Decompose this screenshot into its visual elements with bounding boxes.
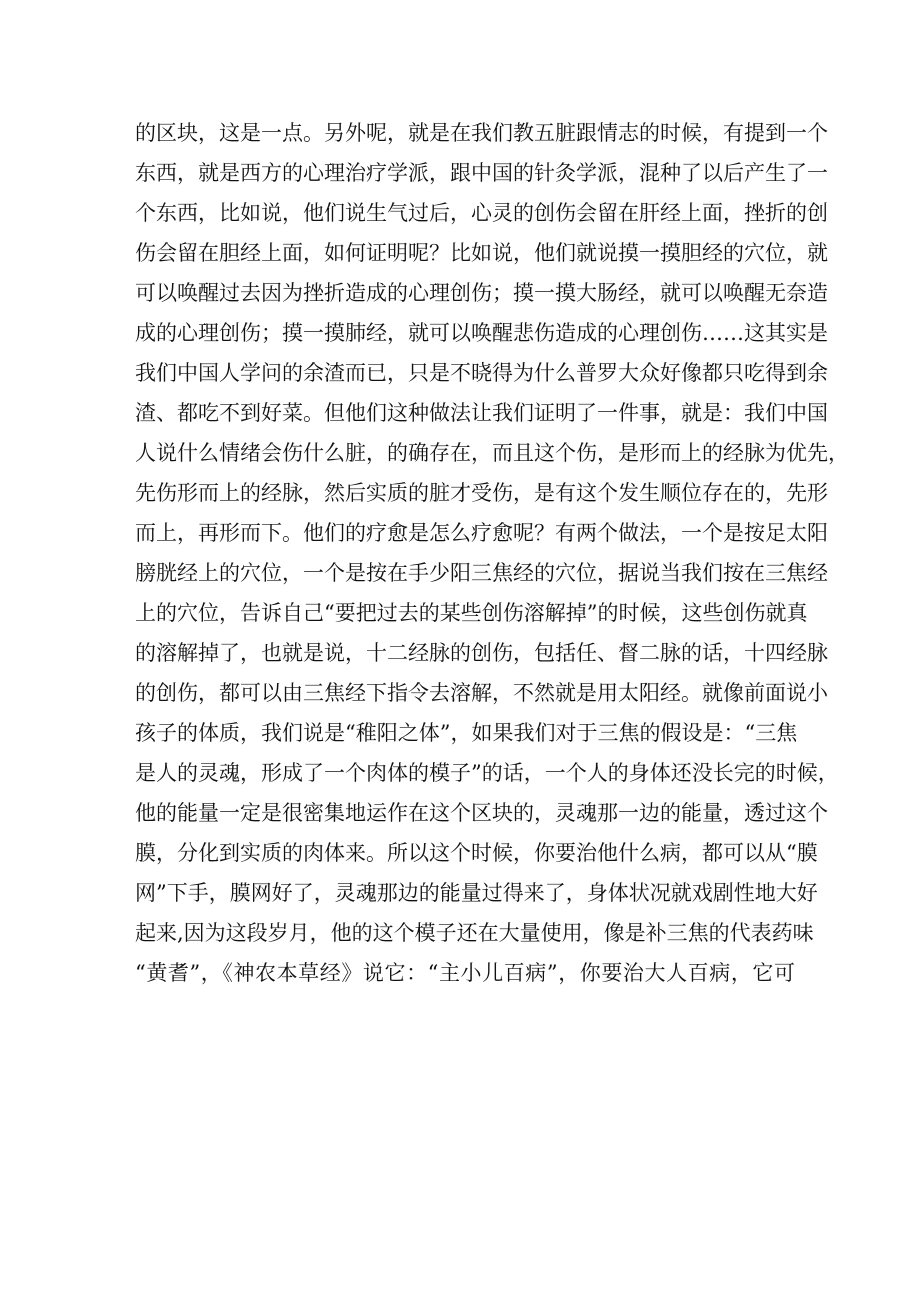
text-line: 的溶解掉了，也就是说，十二经脉的创伤，包括任、督二脉的话，十四经脉 [135,641,828,665]
text-line: 上的穴位，告诉自己“要把过去的某些创伤溶解掉”的时候，这些创伤就真 [135,601,808,625]
text-line: 网”下手，膜网好了，灵魂那边的能量过得来了，身体状况就戏剧性地大好 [135,881,818,905]
text-line: 伤会留在胆经上面，如何证明呢？比如说，他们就说摸一摸胆经的穴位，就 [135,241,828,265]
text-line: 起来,因为这段岁月，他的这个模子还在大量使用，像是补三焦的代表药味 [135,921,814,945]
text-line: 个东西，比如说，他们说生气过后，心灵的创伤会留在肝经上面，挫折的创 [135,201,828,225]
text-line: 的创伤，都可以由三焦经下指令去溶解，不然就是用太阳经。就像前面说小 [135,681,828,705]
text-line: 人说什么情绪会伤什么脏，的确存在，而且这个伤，是形而上的经脉为优先， [135,441,849,465]
text-line: 膀胱经上的穴位，一个是按在手少阳三焦经的穴位，据说当我们按在三焦经 [135,561,828,585]
text-line: 我们中国人学问的余渣而已，只是不晓得为什么普罗大众好像都只吃得到余 [135,361,828,385]
text-line: 可以唤醒过去因为挫折造成的心理创伤；摸一摸大肠经，就可以唤醒无奈造 [135,281,828,305]
text-line: 东西，就是西方的心理治疗学派，跟中国的针灸学派，混种了以后产生了一 [135,161,828,185]
text-line: 的区块，这是一点。另外呢，就是在我们教五脏跟情志的时候，有提到一个 [135,121,828,145]
text-line: 膜，分化到实质的肉体来。所以这个时候，你要治他什么病，都可以从“膜 [135,841,818,865]
text-line: 先伤形而上的经脉，然后实质的脏才受伤，是有这个发生顺位存在的，先形 [135,481,828,505]
text-line: 他的能量一定是很密集地运作在这个区块的，灵魂那一边的能量，透过这个 [135,801,828,825]
text-line: 是人的灵魂，形成了一个肉体的模子”的话，一个人的身体还没长完的时候， [135,761,839,785]
text-line: 而上，再形而下。他们的疗愈是怎么疗愈呢？有两个做法，一个是按足太阳 [135,521,828,545]
body-text [135,113,849,993]
text-line: 孩子的体质，我们说是“稚阳之体”，如果我们对于三焦的假设是：“三焦 [135,721,798,745]
text-line: 渣、都吃不到好菜。但他们这种做法让我们证明了一件事，就是：我们中国 [135,401,828,425]
text-line: 成的心理创伤；摸一摸肺经，就可以唤醒悲伤造成的心理创伤……这其实是 [135,321,828,345]
text-line: “黄耆”，《神农本草经》说它：“主小儿百病”，你要治大人百病，它可 [135,961,795,985]
